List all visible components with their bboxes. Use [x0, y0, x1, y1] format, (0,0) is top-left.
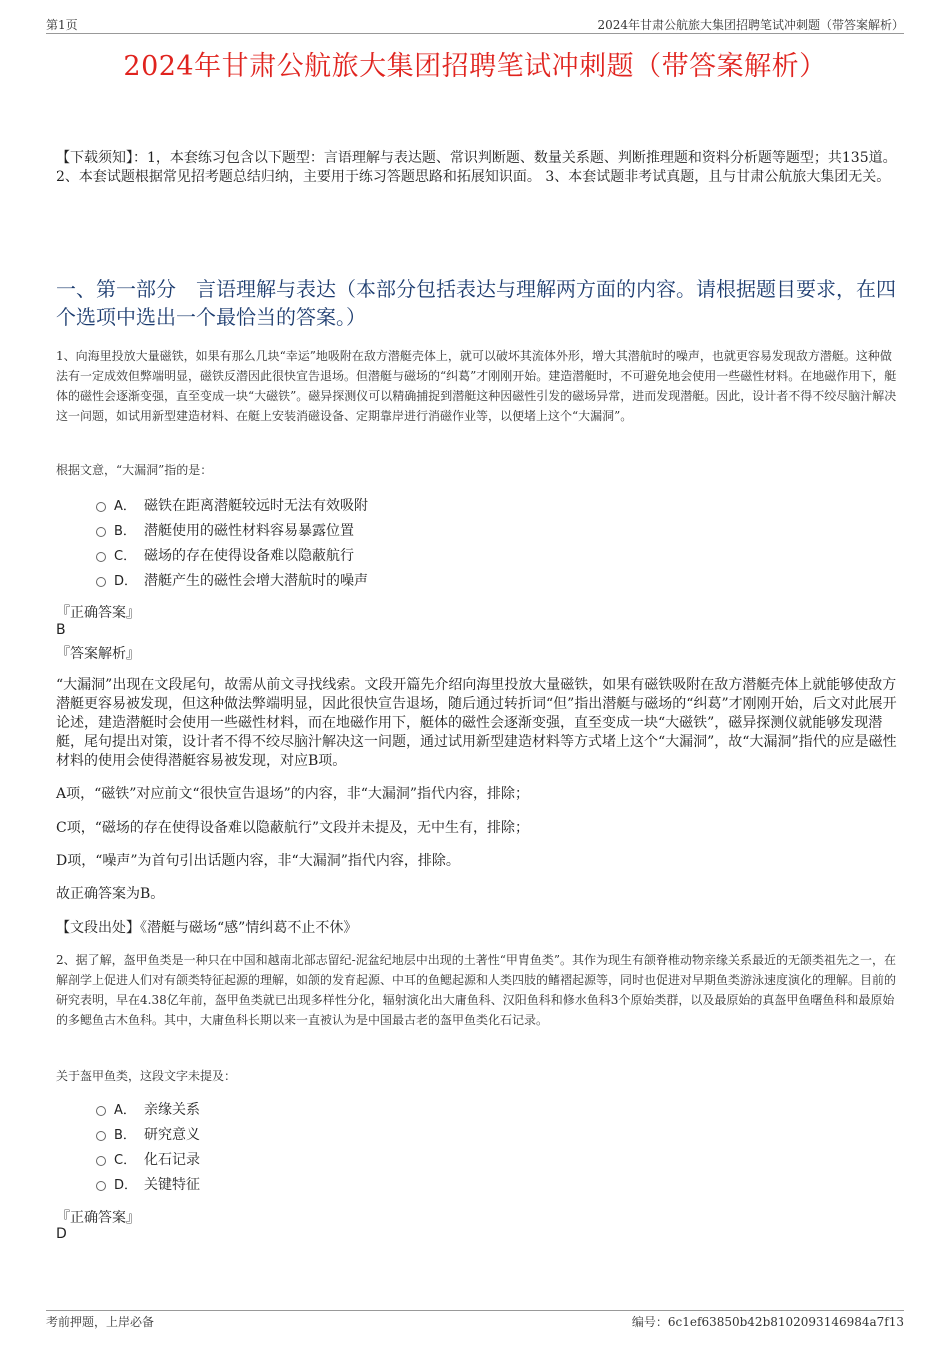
radio-icon[interactable] — [96, 1131, 106, 1141]
option-c[interactable] — [96, 1148, 200, 1173]
analysis-option-c: C项，“磁场的存在使得设备难以隐蔽航行”文段并未提及，无中生有，排除； — [56, 820, 530, 836]
option-text: 潜艇产生的磁性会增大潜航时的噪声 — [144, 573, 368, 589]
footer-serial: 编号：6c1ef63850b42b8102093146984a7f13 — [631, 1315, 904, 1329]
option-d[interactable] — [96, 569, 368, 594]
radio-icon[interactable] — [96, 1156, 106, 1166]
question-2-ask: 关于盔甲鱼类，这段文字未提及： — [56, 1069, 237, 1083]
option-letter: D． — [114, 574, 138, 589]
radio-icon[interactable] — [96, 527, 106, 537]
option-letter: A． — [114, 499, 136, 514]
page-number: 第1页 — [46, 18, 78, 32]
option-text: 亲缘关系 — [144, 1102, 200, 1118]
correct-answer: B — [56, 622, 66, 638]
option-text: 研究意义 — [144, 1127, 200, 1143]
question-1-text: 1、向海里投放大量磁铁，如果有那么几块“幸运”地吸附在敌方潜艇壳体上，就可以破坏其流体外形，增大其潜航时的噪声，也就更容易发现敌方潜艇。这种做法有一定成效但弊端明显，磁铁反潜因此很快宣告退场。但潜艇与磁场的“纠葛”才刚刚开始。建造潜艇时，不可避免地会使用一些磁性材料。在地磁作用下，艇体的磁性会逐渐变强，直至变成一块“大磁铁”。磁异探测仪可以精确捕捉到潜艇这种因磁性引发的磁场异常，进而发现潜艇。因此，设计者不得不绞尽脑汁解决这一问题，如试用新型建造材料、在艇上安装消磁设备、定期靠岸进行消磁作业等，以便堵上这个“大漏洞”。 — [56, 349, 897, 423]
option-a[interactable] — [96, 494, 368, 519]
option-text: 关键特征 — [144, 1177, 200, 1193]
option-b[interactable] — [96, 519, 368, 544]
radio-icon[interactable] — [96, 502, 106, 512]
analysis-label: 『答案解析』 — [56, 646, 140, 662]
question-1-ask: 根据文意，“大漏洞”指的是： — [56, 463, 213, 477]
download-notice: 【下载须知】：1，本套练习包含以下题型：言语理解与表达题、常识判断题、数量关系题、判断推理题和资料分析题等题型；共135道。 2、本套试题根据常见招考题总结归纳，主要用于练习答题思路和拓展知识面。 3、本套试题非考试真题，且与甘肃公航旅大集团无关。 — [56, 150, 897, 185]
header-divider — [46, 33, 904, 34]
option-a[interactable] — [96, 1098, 200, 1123]
footer-slogan: 考前押题，上岸必备 — [46, 1315, 155, 1329]
section-heading: 一、第一部分 言语理解与表达（本部分包括表达与理解两方面的内容。请根据题目要求，在四个选项中选出一个最恰当的答案。） — [56, 277, 896, 329]
radio-icon[interactable] — [96, 577, 106, 587]
option-text: 磁铁在距离潜艇较远时无法有效吸附 — [144, 498, 368, 514]
analysis-text: “大漏洞”出现在文段尾句，故需从前文寻找线索。文段开篇先介绍向海里投放大量磁铁，如果有磁铁吸附在敌方潜艇壳体上就能够使敌方潜艇更容易被发现，但这种做法弊端明显，因此很快宣告退场，随后通过转折词“但”指出潜艇与磁场的“纠葛”才刚刚开始，后文对此展开论述，建造潜艇时会使用一些磁性材料，而在地磁作用下，艇体的磁性会逐渐变强，直至变成一块“大磁铁”，磁异探测仪就能够发现潜艇，尾句提出对策，设计者不得不绞尽脑汁解决这一问题，通过试用新型建造材料等方式堵上这个“大漏洞”，故“大漏洞”指代的应是磁性材料的使用会使得潜艇容易被发现，对应B项。 — [56, 677, 897, 769]
page-header — [46, 16, 904, 34]
option-letter: C． — [114, 549, 137, 564]
option-text: 潜艇使用的磁性材料容易暴露位置 — [144, 523, 354, 539]
header-doc-title: 2024年甘肃公航旅大集团招聘笔试冲刺题（带答案解析） — [597, 18, 904, 32]
option-d[interactable] — [96, 1173, 200, 1198]
passage-source: 【文段出处】《潜艇与磁场“感”情纠葛不止不休》 — [56, 920, 358, 936]
option-text: 磁场的存在使得设备难以隐蔽航行 — [144, 548, 354, 564]
correct-answer-label: 『正确答案』 — [56, 605, 140, 621]
analysis-option-a: A项，“磁铁”对应前文“很快宣告退场”的内容，非“大漏洞”指代内容，排除； — [56, 786, 530, 802]
question-2-text: 2、据了解，盔甲鱼类是一种只在中国和越南北部志留纪-泥盆纪地层中出现的土著性“甲胄鱼类”。其作为现生有颌脊椎动物亲缘关系最近的无颌类祖先之一，在解剖学上促进人们对有颌类特征起源的理解，如颌的发育起源、中耳的鱼鳃起源和人类四肢的鳍褶起源等，同时也促进对早期鱼类游泳速度演化的理解。目前的研究表明，早在4.38亿年前，盔甲鱼类就已出现多样性分化，辐射演化出大庸鱼科、汉阳鱼科和修水鱼科3个原始类群，以及最原始的真盔甲鱼曙鱼科和最原始的多鳃鱼古木鱼科。其中，大庸鱼科长期以来一直被认为是中国最古老的盔甲鱼类化石记录。 — [56, 953, 897, 1027]
page-title: 2024年甘肃公航旅大集团招聘笔试冲刺题（带答案解析） — [123, 51, 827, 82]
question-1-options — [96, 494, 368, 594]
radio-icon[interactable] — [96, 1181, 106, 1191]
radio-icon[interactable] — [96, 552, 106, 562]
page-footer — [46, 1313, 904, 1331]
option-letter: B． — [114, 524, 136, 539]
option-b[interactable] — [96, 1123, 200, 1148]
question-2-options — [96, 1098, 200, 1198]
option-letter: D． — [114, 1178, 138, 1193]
option-letter: C． — [114, 1153, 137, 1168]
correct-answer: D — [56, 1226, 67, 1242]
option-letter: B． — [114, 1128, 136, 1143]
correct-answer-label: 『正确答案』 — [56, 1210, 140, 1226]
radio-icon[interactable] — [96, 1106, 106, 1116]
analysis-option-d: D项，“噪声”为首句引出话题内容，非“大漏洞”指代内容，排除。 — [56, 853, 460, 869]
option-letter: A． — [114, 1103, 136, 1118]
option-text: 化石记录 — [144, 1152, 200, 1168]
conclusion: 故正确答案为B。 — [56, 886, 165, 902]
footer-divider — [46, 1310, 904, 1311]
option-c[interactable] — [96, 544, 368, 569]
